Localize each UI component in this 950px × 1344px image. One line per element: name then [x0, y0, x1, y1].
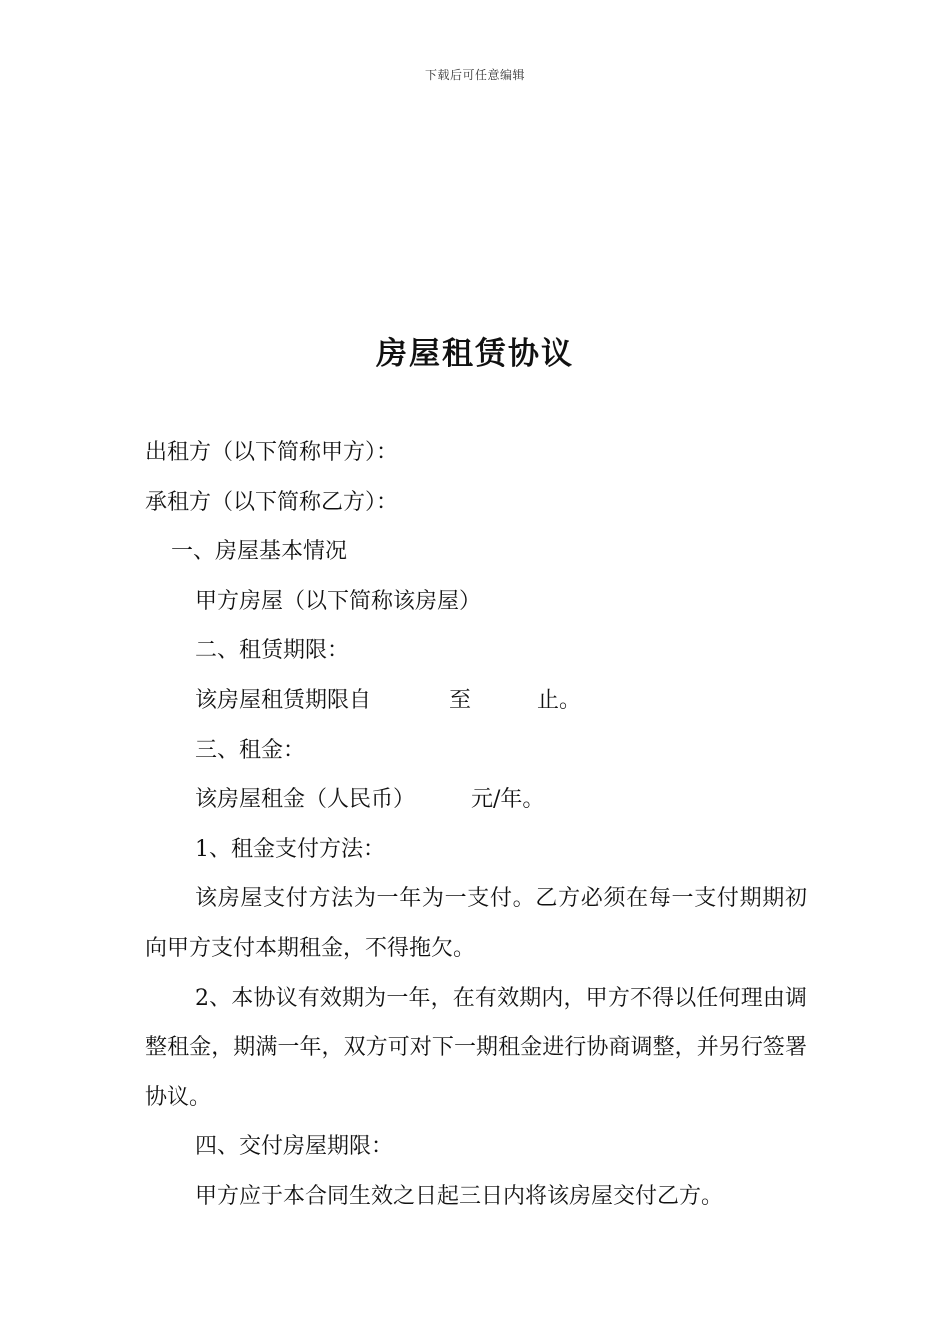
- rent-line: [145, 775, 807, 825]
- lease-term-line: [145, 676, 807, 726]
- section4-heading: 四、交付房屋期限：: [195, 1134, 394, 1160]
- section4-text: 甲方应于本合同生效之日起三日内将该房屋交付乙方。: [195, 1183, 724, 1209]
- section3-heading: 三、租金：: [195, 737, 306, 763]
- rent-label: 该房屋租金（人民币）: [195, 787, 416, 813]
- lessee-label: 承租方（以下简称乙方）：: [145, 489, 399, 515]
- lessor-label: 出租方（以下简称甲方）：: [145, 440, 399, 465]
- payment-method-heading: 1、租金支付方法：: [195, 836, 385, 862]
- section2-heading: 二、租赁期限：: [195, 638, 350, 664]
- document-body: [145, 428, 807, 1222]
- section1-text: 甲方房屋（以下简称该房屋）: [195, 588, 482, 614]
- lease-term-to-text: 至: [449, 687, 472, 713]
- lease-term-end-text: 止。: [537, 687, 582, 713]
- rent-unit: 元/年。: [471, 787, 545, 813]
- validity-clause-text: 2、本协议有效期为一年，在有效期内，甲方不得以任何理由调整租金，期满一年，双方可对下一期租金进行协商调整，并另行签署协议。: [145, 985, 807, 1110]
- document-title: 房屋租赁协议: [376, 336, 574, 372]
- payment-method-text: 该房屋支付方法为一年为一支付。乙方必须在每一支付期期初向甲方支付本期租金，不得拖欠。: [145, 886, 807, 961]
- section1-heading: 一、房屋基本情况: [171, 539, 348, 565]
- lease-term-start-text: 该房屋租赁期限自: [195, 687, 372, 713]
- header-note: 下载后可任意编辑: [424, 68, 525, 82]
